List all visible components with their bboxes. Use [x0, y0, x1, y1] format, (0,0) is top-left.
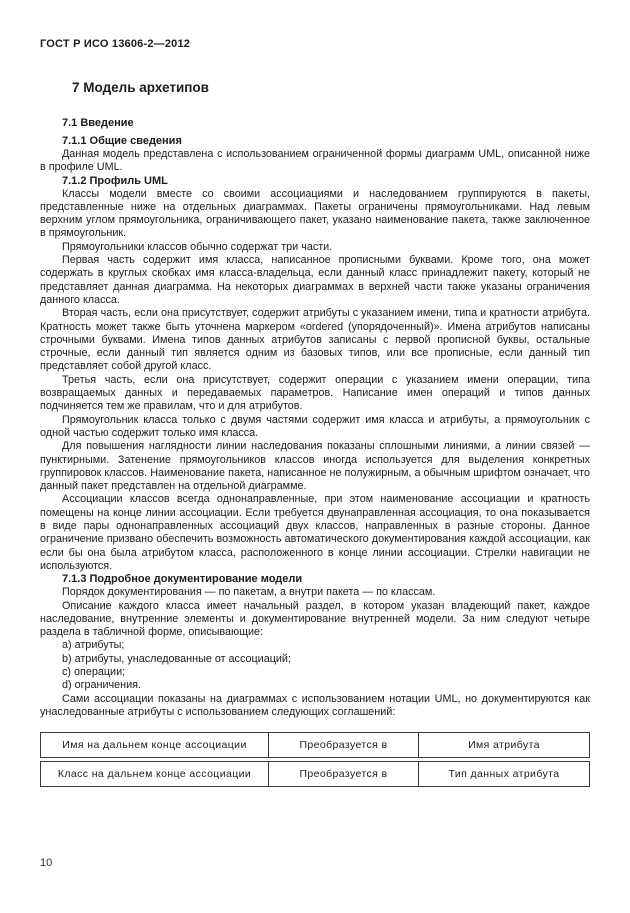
paragraph: Для повышения наглядности линии наследования показаны сплошными линиями, а линии связей — пунктирными. Затенение прямоугольников классов иногда используется для выделения конкретных группировок классов. Наименование пакета, написанное не полужирным, а обычным шрифтом означает, что данный пакет представлен на отдельной диаграмме.: [40, 440, 590, 493]
subsection-heading-7-1-2: 7.1.2 Профиль UML: [62, 174, 168, 187]
list-item: c) операции;: [62, 665, 126, 678]
subsection-heading-7-1-3: 7.1.3 Подробное документирование модели: [62, 573, 303, 586]
document-header: ГОСТ Р ИСО 13606-2—2012: [40, 38, 191, 50]
table-cell: Преобразуется в: [268, 761, 419, 787]
section-heading-7: 7 Модель архетипов: [72, 80, 209, 95]
paragraph: Классы модели вместе со своими ассоциациями и наследованием группируются в пакеты, представленные ниже на отдельных диаграммах. Пакеты ограничены прямоугольниками. Над левым верхним углом прямоугольника, ограничивающего пакет, указано наименование пакета, также заключенное в прямоугольник.: [40, 187, 590, 240]
table-cell: Имя атрибута: [418, 732, 590, 758]
list-item: d) ограничения.: [62, 679, 142, 692]
paragraph: Данная модель представлена с использованием ограниченной формы диаграмм UML, описанной ниже в профиле UML.: [40, 148, 590, 174]
paragraph: Прямоугольники классов обычно содержат три части.: [62, 240, 333, 253]
paragraph: Сами ассоциации показаны на диаграммах с использованием нотации UML, но документируются как унаследованные атрибуты с использованием следующих соглашений:: [40, 692, 590, 718]
table-cell: Класс на дальнем конце ассоциации: [40, 761, 269, 787]
table-row: [40, 761, 590, 787]
paragraph: Первая часть содержит имя класса, написанное прописными буквами. Кроме того, она может содержать в круглых скобках имя класса-владельца, если данный класс принадлежит пакету, который не представляет данная диаграмма. На некоторых диаграммах в верхней части также указаны ограничения данного класса.: [40, 254, 590, 306]
paragraph: Третья часть, если она присутствует, содержит операции с указанием имени операции, типа возвращаемых данных и передаваемых параметров. Написание имен операций и типов данных подчиняется тем же правилам, что и для атрибутов.: [40, 373, 590, 413]
conversion-table: [40, 732, 590, 787]
subsection-heading-7-1-1: 7.1.1 Общие сведения: [62, 135, 182, 147]
paragraph: Ассоциации классов всегда однонаправленные, при этом наименование ассоциации и кратность помещены на конце линии ассоциации. Если требуется двунаправленная ассоциация, то она показывается в виде пары однонаправленных ассоциаций двух классов, направленных в разные стороны. Данное ограничение призвано обеспечить возможность автоматического документирования каждой ассоциации, как если бы она была атрибутом класса, расположенного в конце линии ассоциации. Стрелки навигации не используются.: [40, 493, 590, 572]
list-item: b) атрибуты, унаследованные от ассоциаций;: [62, 652, 291, 665]
paragraph: Прямоугольник класса только с двумя частями содержит имя класса и атрибуты, а прямоугольник с одной частью содержит только имя класса.: [40, 413, 590, 439]
table-cell: Преобразуется в: [268, 732, 419, 758]
subsection-heading-7-1: 7.1 Введение: [62, 117, 134, 129]
table-cell: Имя на дальнем конце ассоциации: [40, 732, 269, 758]
page-number: 10: [40, 857, 53, 869]
paragraph: Порядок документирования — по пакетам, а внутри пакета — по классам.: [62, 586, 436, 599]
list-item: a) атрибуты;: [62, 639, 125, 652]
paragraph: Вторая часть, если она присутствует, содержит атрибуты с указанием имени, типа и кратности атрибута. Кратность может также быть уточнена маркером «ordered (упорядоченный)». Имена атрибутов написаны строчными буквами. Имена типов данных атрибутов записаны с первой прописной буквы, остальные строчные, если данный тип является одним из базовых типов, или все прописные, если данный тип представляет собой другой класс.: [40, 307, 590, 373]
paragraph: Описание каждого класса имеет начальный раздел, в котором указан владеющий пакет, каждое наследование, внутренние элементы и документирование внутренней модели. За ним следуют четыре раздела в табличной форме, описывающие:: [40, 599, 590, 639]
table-cell: Тип данных атрибута: [418, 761, 590, 787]
table-row: [40, 732, 590, 758]
